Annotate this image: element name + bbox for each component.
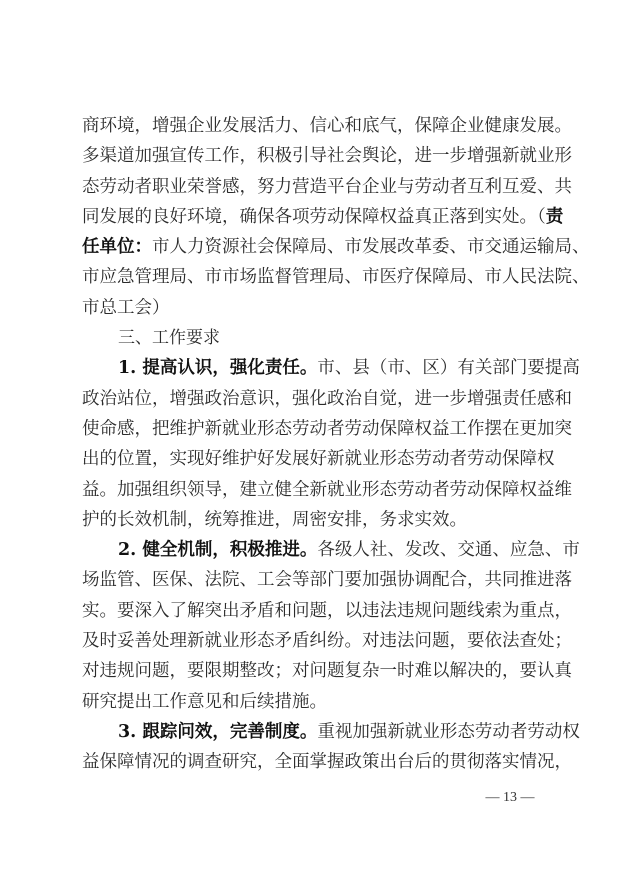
text-line: 出的位置，实现好维护好发展好新就业形态劳动者劳动保障权: [82, 449, 555, 470]
text-line: 态劳动者职业荣誉感，努力营造平台企业与劳动者互利互爱、共: [82, 176, 572, 197]
item-2-title: 2. 健全机制，积极推进。: [118, 540, 318, 561]
text-span: 重视加强新就业形态劳动者劳动权: [317, 721, 580, 742]
text-line: [82, 232, 590, 262]
text-span: 市、县（市、区）有关部门要提高: [317, 358, 580, 379]
text-line: 益。加强组织领导，建立健全新就业形态劳动者劳动保障权益维: [82, 479, 572, 500]
text-line: 政治站位，增强政治意识，强化政治自觉，进一步增强责任感和: [82, 388, 572, 409]
text-line: 研究提出工作意见和后续措施。: [82, 691, 327, 712]
text-line: [82, 202, 564, 232]
text-line: 及时妥善处理新就业形态矛盾纠纷。对违法问题，要依法查处；: [82, 631, 572, 652]
text-line: 益保障情况的调查研究，全面掌握政策出台后的贯彻落实情况，: [82, 752, 572, 773]
text-line: 多渠道加强宣传工作，积极引导社会舆论，进一步增强新就业形: [82, 146, 572, 167]
responsible-unit-label-start: 责: [545, 206, 564, 227]
section-heading: 三、工作要求: [118, 328, 220, 349]
text-line: 对违规问题，要限期整改；对问题复杂一时难以解决的，要认真: [82, 661, 572, 682]
text-line: 实。要深入了解突出矛盾和问题，以违法违规问题线索为重点，: [82, 600, 572, 621]
text-span: 同发展的良好环境，确保各项劳动保障权益真正落到实处。（: [82, 206, 546, 227]
text-line: 商环境，增强企业发展活力、信心和底气，保障企业健康发展。: [82, 116, 572, 136]
text-span: 各级人社、发改、交通、应急、市: [317, 540, 580, 561]
text-line: 使命感，把维护新就业形态劳动者劳动保障权益工作摆在更加突: [82, 418, 572, 439]
responsible-units: 市人力资源社会保障局、市发展改革委、市交通运输局、: [152, 237, 590, 258]
text-line: 护的长效机制，统筹推进，周密安排，务求实效。: [82, 509, 467, 530]
item-3-title: 3. 跟踪问效，完善制度。: [118, 721, 318, 742]
text-line: 市应急管理局、市市场监督管理局、市医疗保障局、市人民法院、: [82, 267, 590, 288]
page-number: — 13 —: [485, 790, 535, 805]
item-3-first-line: [82, 717, 580, 747]
responsible-unit-label: 任单位：: [82, 237, 152, 258]
item-1-title: 1. 提高认识，强化责任。: [118, 358, 318, 379]
text-line: 场监管、医保、法院、工会等部门要加强协调配合，共同推进落: [82, 570, 572, 591]
text-line: 市总工会）: [82, 297, 170, 318]
item-1-first-line: [82, 353, 580, 383]
document-body: [82, 111, 590, 778]
item-2-first-line: [82, 535, 580, 565]
